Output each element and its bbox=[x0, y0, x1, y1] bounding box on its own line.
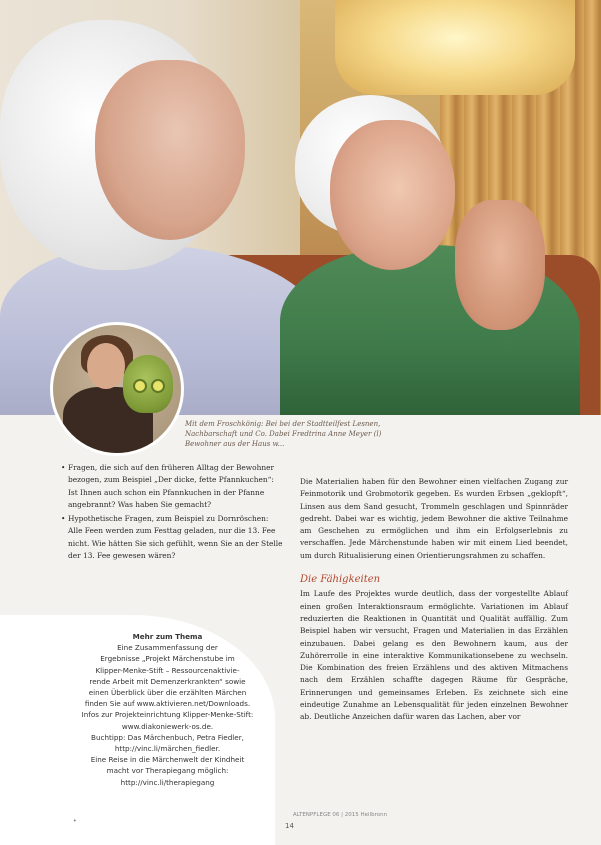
info-line-link[interactable]: http://vinc.li/märchen_fiedler. bbox=[114, 744, 221, 754]
info-line: rende Arbeit mit Demenzerkrankten“ sowie bbox=[89, 676, 246, 686]
woman-right-face bbox=[330, 120, 455, 270]
info-line: einen Überblick über die erzählten Märchen bbox=[88, 688, 247, 698]
frog-eye-left bbox=[133, 379, 147, 393]
info-line: Infos zur Projekteinrichtung Klipper-Menke-Stift: bbox=[81, 710, 254, 720]
lamp-shade bbox=[335, 0, 575, 95]
info-line-link[interactable]: finden Sie auf www.aktivieren.net/Downloads. bbox=[84, 699, 251, 709]
info-line-link[interactable]: www.diakoniewerk-os.de. bbox=[121, 721, 214, 731]
page-number: 14 bbox=[285, 822, 294, 830]
list-item: • Fragen, die sich auf den früheren Alltag der Bewohner bezogen, zum Beispiel „Der dicke, fette Pfannkuchen“: Ist Ihnen auch schon ein Pfannkuchen in der Pfanne angebrannt? Was haben Sie gemacht? bbox=[68, 462, 285, 511]
corner-mark: • bbox=[73, 818, 77, 825]
info-line: Ergebnisse „Projekt Märchenstube im bbox=[100, 654, 235, 664]
page-footer: ALTENPFLEGE 06 | 2015 Heilbronn bbox=[292, 812, 388, 818]
info-line-link[interactable]: http://vinc.li/therapiegang bbox=[120, 777, 215, 787]
info-line: Klipper-Menke-Stift – Ressourcenaktivie- bbox=[95, 665, 240, 675]
info-box bbox=[60, 631, 275, 788]
right-column bbox=[300, 476, 568, 724]
info-line: Buchtipp: Das Märchenbuch, Petra Fiedler, bbox=[91, 732, 244, 742]
info-line: macht vor Therapiegang möglich: bbox=[106, 766, 229, 776]
info-line: Eine Zusammenfassung der bbox=[117, 643, 218, 653]
inset-photo-frog-king bbox=[50, 322, 184, 456]
body-paragraph: Im Laufe des Projektes wurde deutlich, dass der vorgestellte Ablauf einen großen Interaktionsraum ermöglichte. Variationen im Ablauf reduzierten die Reaktionen in Quantität und Qualität auffällig. Zum Beispiel haben wir versucht, Fragen und Materialien in das Erzählen einzubauen. Dabei gelang es den Bewohnern kaum, aus der Zuhörerrolle in eine interaktive Kommunikationsebene zu wechseln. Die Kombination des freien Erzählens und des aktiven Mitmachens nach dem Erzählen schaffte dagegen Räume für Gespräche, Erinnerungen und gemeinsames Erleben. Es zeichnete sich eine eindeutige Zunahme an Lebensqualität für jeden einzelnen Bewohner ab. Deutliche Anzeichen dafür waren das Lachen, aber vor bbox=[300, 589, 568, 722]
storyteller-head bbox=[87, 343, 125, 389]
photo-caption: Mit dem Froschkönig: Bei bei der Stadtteilfest Lesnen, Nachbarschaft und Co. Dabei Fredtrina Anne Meyer (l) Bewohner aus der Haus w... bbox=[185, 420, 382, 448]
frog-eye-right bbox=[151, 379, 165, 393]
left-column bbox=[60, 462, 285, 564]
folded-hands bbox=[455, 200, 545, 330]
info-line: Eine Reise in die Märchenwelt der Kindheit bbox=[90, 755, 245, 765]
section-heading: Die Fähigkeiten bbox=[300, 574, 381, 586]
woman-left-face bbox=[95, 60, 245, 240]
body-paragraph: Die Materialien haben für den Bewohner einen vielfachen Zugang zur Feinmotorik und Grobmotorik gegeben. Es wurden Erbsen „geklopft“, Linsen aus dem Sand gesucht, Trommeln geschlagen und Spinnräder gedreht. Dabei war es wichtig, jedem Bewohner die aktive Teilnahme am Geschehen zu ermöglichen und ihm ein Erfolgserlebnis zu verschaffen. Jede Märchenstunde haben wir mit einem Lied beendet, um durch Ritualisierung einen Orientierungsrahmen zu schaffen. bbox=[300, 477, 568, 560]
info-box-title: Mehr zum Thema bbox=[132, 632, 203, 641]
question-list bbox=[60, 462, 285, 562]
frog-figure bbox=[123, 355, 173, 413]
list-item: • Hypothetische Fragen, zum Beispiel zu Dornröschen: Alle Feen werden zum Festtag geladen, nur die 13. Fee nicht. Wie hätten Sie sich gefühlt, wenn Sie an der Stelle der 13. Fee gewesen wären? bbox=[68, 513, 285, 562]
